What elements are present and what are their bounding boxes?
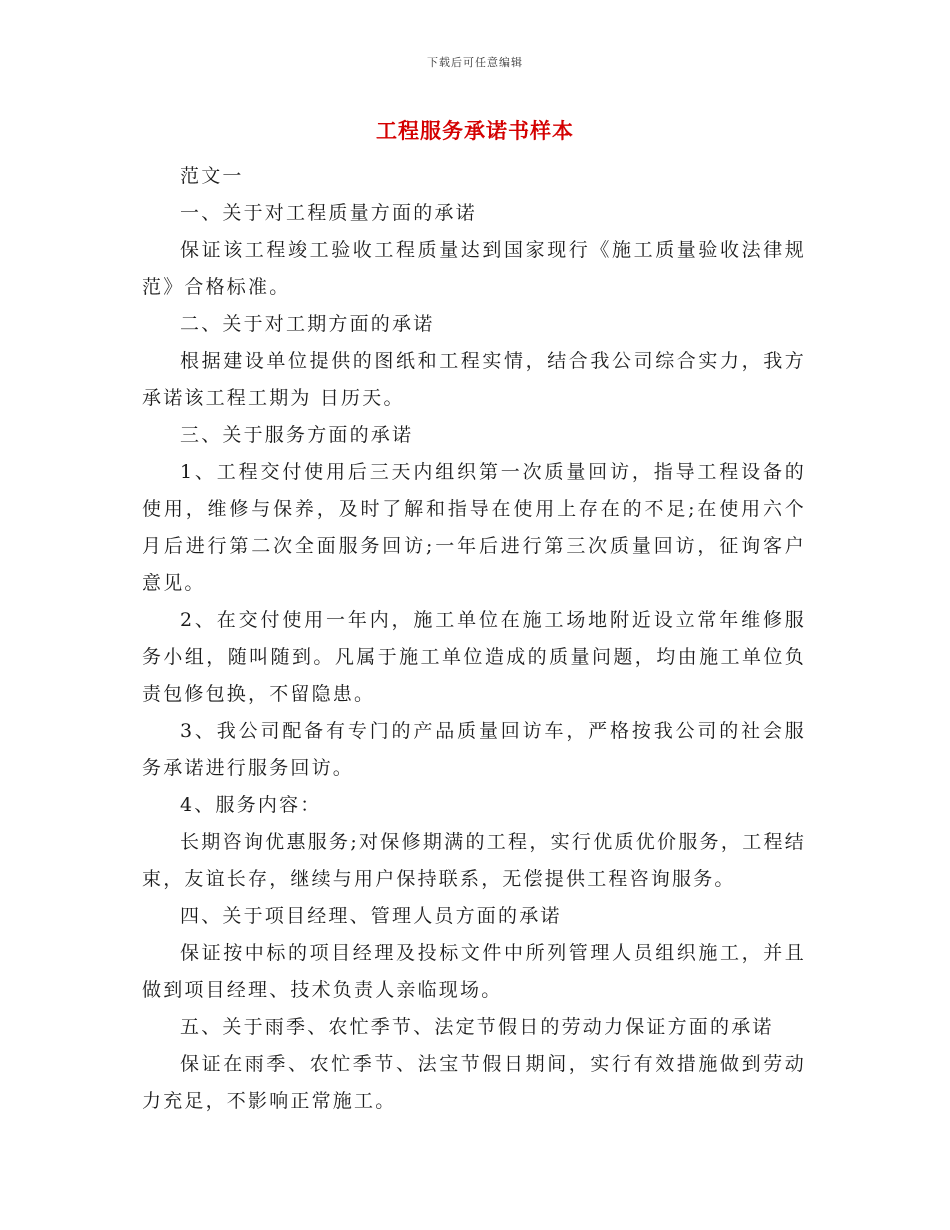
- document-title: 工程服务承诺书样本: [376, 118, 574, 143]
- paragraph-service-item-1: 1、工程交付使用后三天内组织第一次质量回访，指导工程设备的使用，维修与保养，及时了解和指导在使用上存在的不足;在使用六个月后进行第二次全面服务回访;一年后进行第三次质量回访，征询客户意见。: [142, 461, 806, 594]
- heading-labor-commitment: 五、关于雨季、农忙季节、法定节假日的劳动力保证方面的承诺: [180, 1016, 774, 1038]
- document-body: [142, 158, 806, 1120]
- section-label-fanwen: 范文一: [180, 165, 244, 187]
- paragraph-service-item-2: 2、在交付使用一年内，施工单位在施工场地附近设立常年维修服务小组，随叫随到。凡属于施工单位造成的质量问题，均由施工单位负责包修包换，不留隐患。: [142, 609, 806, 705]
- paragraph-manager: 保证按中标的项目经理及投标文件中所列管理人员组织施工，并且做到项目经理、技术负责人亲临现场。: [142, 942, 806, 1001]
- heading-manager-commitment: 四、关于项目经理、管理人员方面的承诺: [180, 905, 562, 927]
- heading-service-commitment: 三、关于服务方面的承诺: [180, 424, 414, 446]
- paragraph-service-item-3: 3、我公司配备有专门的产品质量回访车，严格按我公司的社会服务承诺进行服务回访。: [142, 720, 806, 779]
- heading-quality-commitment: 一、关于对工程质量方面的承诺: [180, 202, 477, 224]
- paragraph-schedule: 根据建设单位提供的图纸和工程实情，结合我公司综合实力，我方承诺该工程工期为 日历天。: [142, 350, 806, 409]
- paragraph-service-item-4: 4、服务内容：: [180, 794, 322, 816]
- paragraph-labor: 保证在雨季、农忙季节、法宝节假日期间，实行有效措施做到劳动力充足，不影响正常施工。: [142, 1053, 806, 1112]
- heading-schedule-commitment: 二、关于对工期方面的承诺: [180, 313, 435, 335]
- paragraph-service-content: 长期咨询优惠服务;对保修期满的工程，实行优质优价服务，工程结束，友谊长存，继续与用户保持联系，无偿提供工程咨询服务。: [142, 831, 806, 890]
- paragraph-quality: 保证该工程竣工验收工程质量达到国家现行《施工质量验收法律规范》合格标准。: [142, 239, 806, 298]
- header-note: 下载后可任意编辑: [427, 56, 523, 69]
